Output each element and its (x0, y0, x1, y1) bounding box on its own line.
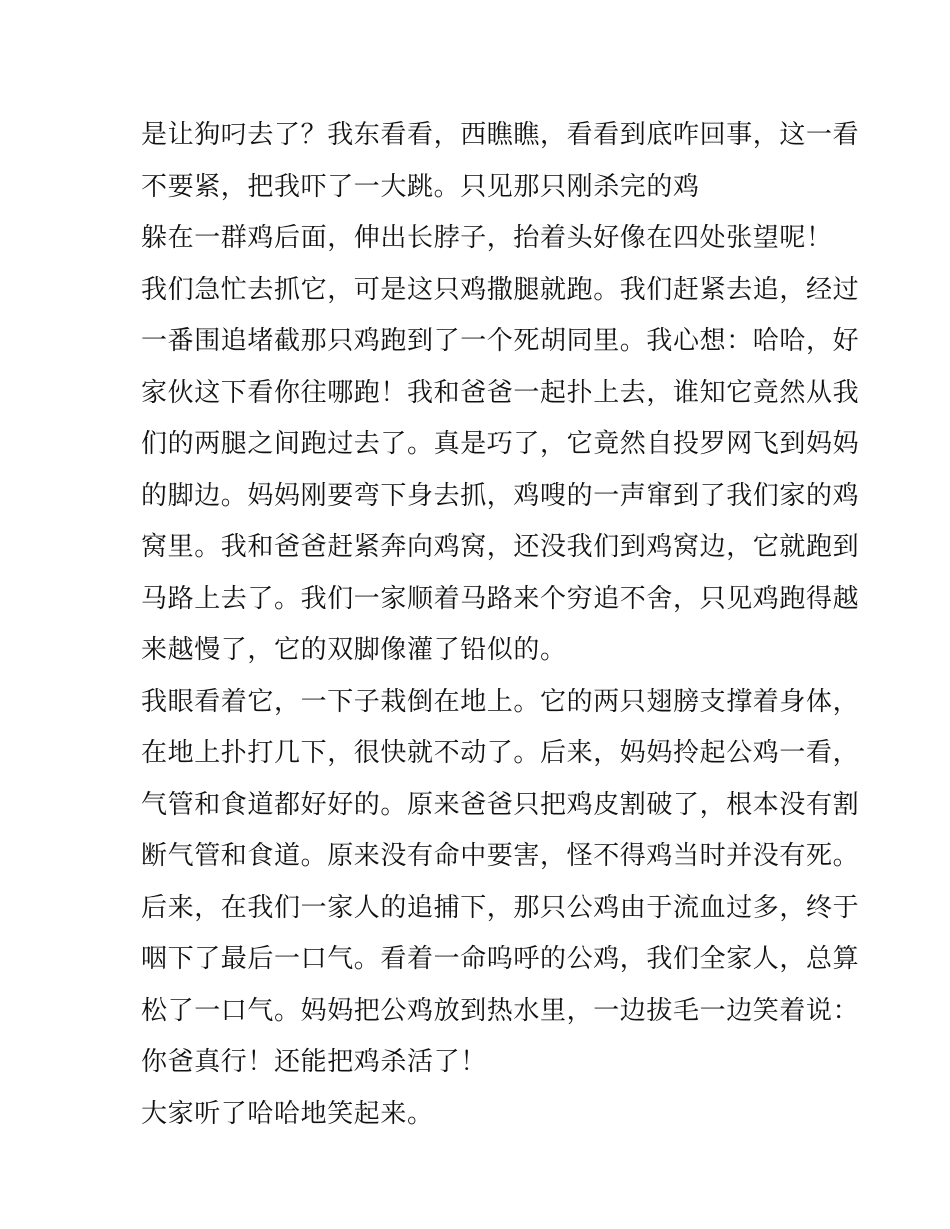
text-line: 后来，在我们一家人的追捕下，那只公鸡由于流血过多，终于 (141, 892, 860, 923)
text-line: 松了一口气。妈妈把公鸡放到热水里，一边拔毛一边笑着说： (141, 995, 860, 1026)
text-line: 我们急忙去抓它，可是这只鸡撒腿就跑。我们赶紧去追，经过 (141, 274, 860, 305)
text-line: 是让狗叼去了？我东看看，西瞧瞧，看看到底咋回事，这一看 (141, 120, 860, 150)
text-line: 大家听了哈哈地笑起来。 (141, 1098, 434, 1129)
text-line: 不要紧，把我吓了一大跳。只见那只刚杀完的鸡 (141, 171, 700, 202)
text-line: 气管和食道都好好的。原来爸爸只把鸡皮割破了，根本没有割 (141, 789, 860, 820)
document-body (141, 110, 860, 1140)
text-line: 我眼看着它，一下子栽倒在地上。它的两只翅膀支撑着身体， (141, 686, 860, 717)
text-line: 窝里。我和爸爸赶紧奔向鸡窝，还没我们到鸡窝边，它就跑到 (141, 532, 860, 562)
text-line: 咽下了最后一口气。看着一命呜呼的公鸡，我们全家人，总算 (141, 944, 860, 974)
text-line: 们的两腿之间跑过去了。真是巧了，它竟然自投罗网飞到妈妈 (141, 429, 860, 459)
text-line: 你爸真行！还能把鸡杀活了！ (141, 1047, 487, 1077)
text-line: 家伙这下看你往哪跑！我和爸爸一起扑上去，谁知它竟然从我 (141, 377, 860, 408)
text-line: 在地上扑打几下，很快就不动了。后来，妈妈拎起公鸡一看， (141, 738, 860, 768)
text-line: 的脚边。妈妈刚要弯下身去抓，鸡嗖的一声窜到了我们家的鸡 (141, 480, 860, 511)
text-line: 躲在一群鸡后面，伸出长脖子，抬着头好像在四处张望呢！ (141, 223, 833, 253)
text-line: 马路上去了。我们一家顺着马路来个穷追不舍，只见鸡跑得越 (141, 583, 860, 614)
text-line: 来越慢了，它的双脚像灌了铅似的。 (141, 635, 567, 665)
text-line: 断气管和食道。原来没有命中要害，怪不得鸡当时并没有死。 (141, 841, 860, 871)
text-line: 一番围追堵截那只鸡跑到了一个死胡同里。我心想：哈哈，好 (141, 326, 860, 356)
